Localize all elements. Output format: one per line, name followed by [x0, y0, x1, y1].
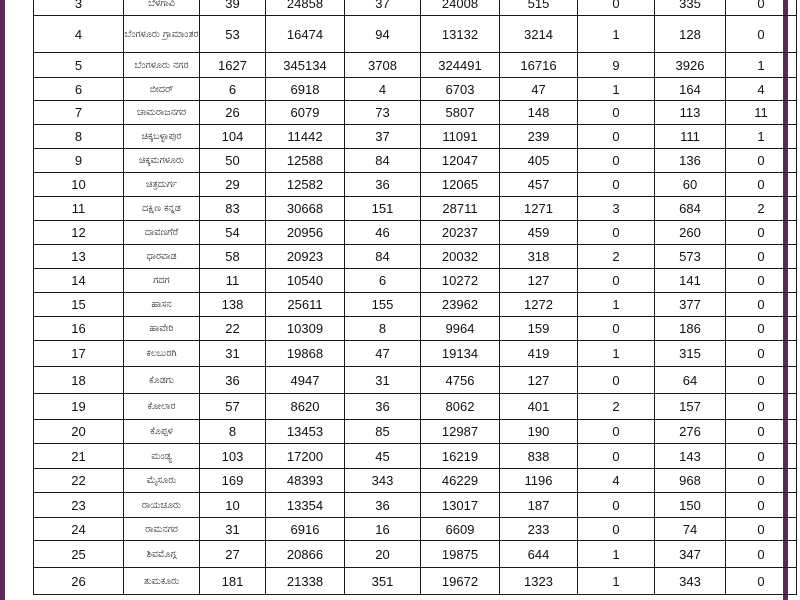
- table-row: [34, 173, 797, 197]
- value-8-cell: 0: [726, 16, 797, 53]
- value-3-cell: 36: [345, 493, 421, 518]
- table-row: [34, 493, 797, 518]
- value-5-cell: 1272: [500, 293, 578, 317]
- value-6-cell: 0: [578, 420, 655, 444]
- value-3-cell: 85: [345, 420, 421, 444]
- value-2-cell: 13453: [266, 420, 345, 444]
- value-5-cell: 47: [500, 78, 578, 101]
- value-8-cell: 0: [726, 293, 797, 317]
- table-row: [34, 269, 797, 293]
- value-4-cell: 324491: [421, 53, 500, 78]
- value-8-cell: 1: [726, 125, 797, 149]
- value-5-cell: 127: [500, 367, 578, 394]
- district-name-cell: ಕೋಲಾರ: [124, 394, 200, 420]
- value-5-cell: 16716: [500, 53, 578, 78]
- value-6-cell: 0: [578, 518, 655, 541]
- table-row: [34, 420, 797, 444]
- district-name-cell: ಬೆಳಗಾವಿ: [124, 0, 200, 16]
- table-row: [34, 245, 797, 269]
- value-3-cell: 46: [345, 221, 421, 245]
- value-5-cell: 401: [500, 394, 578, 420]
- district-name-cell: ಹಾಸನ: [124, 293, 200, 317]
- table-body: [34, 0, 797, 595]
- value-2-cell: 10309: [266, 317, 345, 341]
- value-6-cell: 1: [578, 341, 655, 367]
- value-4-cell: 28711: [421, 197, 500, 221]
- value-5-cell: 127: [500, 269, 578, 293]
- value-1-cell: 22: [200, 317, 266, 341]
- value-3-cell: 8: [345, 317, 421, 341]
- row-number-cell: 26: [34, 568, 124, 595]
- row-number-cell: 18: [34, 367, 124, 394]
- value-5-cell: 1271: [500, 197, 578, 221]
- value-6-cell: 9: [578, 53, 655, 78]
- value-4-cell: 5807: [421, 101, 500, 125]
- row-number-cell: 20: [34, 420, 124, 444]
- value-2-cell: 19868: [266, 341, 345, 367]
- value-4-cell: 12065: [421, 173, 500, 197]
- row-number-cell: 8: [34, 125, 124, 149]
- value-6-cell: 0: [578, 125, 655, 149]
- district-name-cell: ಗದಗ: [124, 269, 200, 293]
- value-8-cell: 0: [726, 173, 797, 197]
- value-6-cell: 1: [578, 293, 655, 317]
- value-1-cell: 58: [200, 245, 266, 269]
- value-1-cell: 8: [200, 420, 266, 444]
- district-name-cell: ದಾವಣಗೆರೆ: [124, 221, 200, 245]
- table-row: [34, 568, 797, 595]
- value-4-cell: 19134: [421, 341, 500, 367]
- value-1-cell: 26: [200, 101, 266, 125]
- value-4-cell: 12047: [421, 149, 500, 173]
- value-1-cell: 57: [200, 394, 266, 420]
- value-8-cell: 4: [726, 78, 797, 101]
- district-name-cell: ಚಿಕ್ಕಮಗಳೂರು: [124, 149, 200, 173]
- value-7-cell: 347: [655, 541, 726, 568]
- row-number-cell: 5: [34, 53, 124, 78]
- table-row: [34, 541, 797, 568]
- value-2-cell: 4947: [266, 367, 345, 394]
- value-6-cell: 0: [578, 221, 655, 245]
- value-2-cell: 13354: [266, 493, 345, 518]
- value-3-cell: 3708: [345, 53, 421, 78]
- value-2-cell: 12588: [266, 149, 345, 173]
- table-row: [34, 53, 797, 78]
- value-4-cell: 19875: [421, 541, 500, 568]
- value-4-cell: 9964: [421, 317, 500, 341]
- value-4-cell: 20237: [421, 221, 500, 245]
- value-5-cell: 1196: [500, 469, 578, 493]
- value-2-cell: 20866: [266, 541, 345, 568]
- district-name-cell: ಚಾಮರಾಜನಗರ: [124, 101, 200, 125]
- value-7-cell: 3926: [655, 53, 726, 78]
- value-5-cell: 239: [500, 125, 578, 149]
- value-3-cell: 36: [345, 173, 421, 197]
- value-1-cell: 50: [200, 149, 266, 173]
- value-8-cell: 0: [726, 341, 797, 367]
- value-3-cell: 20: [345, 541, 421, 568]
- value-7-cell: 64: [655, 367, 726, 394]
- value-8-cell: 0: [726, 420, 797, 444]
- value-1-cell: 104: [200, 125, 266, 149]
- value-1-cell: 181: [200, 568, 266, 595]
- value-2-cell: 17200: [266, 444, 345, 469]
- value-3-cell: 84: [345, 245, 421, 269]
- row-number-cell: 22: [34, 469, 124, 493]
- value-2-cell: 6079: [266, 101, 345, 125]
- value-2-cell: 6916: [266, 518, 345, 541]
- value-7-cell: 136: [655, 149, 726, 173]
- table-row: [34, 317, 797, 341]
- value-1-cell: 138: [200, 293, 266, 317]
- value-5-cell: 457: [500, 173, 578, 197]
- district-data-table: [33, 0, 797, 595]
- value-2-cell: 21338: [266, 568, 345, 595]
- value-3-cell: 37: [345, 0, 421, 16]
- district-name-cell: ಬೀದರ್: [124, 78, 200, 101]
- value-6-cell: 0: [578, 101, 655, 125]
- district-name-cell: ದಕ್ಷಿಣ ಕನ್ನಡ: [124, 197, 200, 221]
- value-6-cell: 2: [578, 245, 655, 269]
- value-5-cell: 838: [500, 444, 578, 469]
- value-7-cell: 111: [655, 125, 726, 149]
- value-4-cell: 4756: [421, 367, 500, 394]
- value-4-cell: 6703: [421, 78, 500, 101]
- value-2-cell: 6918: [266, 78, 345, 101]
- value-5-cell: 159: [500, 317, 578, 341]
- value-7-cell: 276: [655, 420, 726, 444]
- value-5-cell: 318: [500, 245, 578, 269]
- value-3-cell: 343: [345, 469, 421, 493]
- row-number-cell: 19: [34, 394, 124, 420]
- value-7-cell: 377: [655, 293, 726, 317]
- value-2-cell: 24858: [266, 0, 345, 16]
- district-name-cell: ಮಂಡ್ಯ: [124, 444, 200, 469]
- value-4-cell: 13017: [421, 493, 500, 518]
- value-8-cell: 0: [726, 367, 797, 394]
- value-8-cell: 2: [726, 197, 797, 221]
- row-number-cell: 10: [34, 173, 124, 197]
- value-5-cell: 405: [500, 149, 578, 173]
- value-8-cell: 0: [726, 444, 797, 469]
- value-6-cell: 0: [578, 149, 655, 173]
- district-name-cell: ತುಮಕೂರು: [124, 568, 200, 595]
- value-1-cell: 53: [200, 16, 266, 53]
- value-5-cell: 515: [500, 0, 578, 16]
- value-2-cell: 11442: [266, 125, 345, 149]
- value-5-cell: 459: [500, 221, 578, 245]
- row-number-cell: 9: [34, 149, 124, 173]
- value-2-cell: 20923: [266, 245, 345, 269]
- value-1-cell: 54: [200, 221, 266, 245]
- value-5-cell: 187: [500, 493, 578, 518]
- table-row: [34, 394, 797, 420]
- value-3-cell: 351: [345, 568, 421, 595]
- table-row: [34, 125, 797, 149]
- value-6-cell: 1: [578, 16, 655, 53]
- district-name-cell: ಮೈಸೂರು: [124, 469, 200, 493]
- row-number-cell: 24: [34, 518, 124, 541]
- value-1-cell: 39: [200, 0, 266, 16]
- value-7-cell: 113: [655, 101, 726, 125]
- row-number-cell: 7: [34, 101, 124, 125]
- value-8-cell: 0: [726, 394, 797, 420]
- row-number-cell: 12: [34, 221, 124, 245]
- value-7-cell: 157: [655, 394, 726, 420]
- value-4-cell: 8062: [421, 394, 500, 420]
- table-row: [34, 78, 797, 101]
- value-8-cell: 0: [726, 518, 797, 541]
- table-row: [34, 469, 797, 493]
- table-row: [34, 367, 797, 394]
- table-row: [34, 197, 797, 221]
- value-7-cell: 343: [655, 568, 726, 595]
- district-name-cell: ಚಿತ್ರದುರ್ಗ: [124, 173, 200, 197]
- district-name-cell: ಶಿವಮೊಗ್ಗ: [124, 541, 200, 568]
- value-4-cell: 10272: [421, 269, 500, 293]
- value-2-cell: 16474: [266, 16, 345, 53]
- row-number-cell: 3: [34, 0, 124, 16]
- value-4-cell: 12987: [421, 420, 500, 444]
- value-8-cell: 0: [726, 221, 797, 245]
- table-row: [34, 101, 797, 125]
- value-4-cell: 6609: [421, 518, 500, 541]
- value-1-cell: 36: [200, 367, 266, 394]
- value-8-cell: 0: [726, 541, 797, 568]
- value-1-cell: 83: [200, 197, 266, 221]
- value-3-cell: 37: [345, 125, 421, 149]
- value-3-cell: 155: [345, 293, 421, 317]
- value-8-cell: 0: [726, 493, 797, 518]
- value-5-cell: 3214: [500, 16, 578, 53]
- row-number-cell: 11: [34, 197, 124, 221]
- district-name-cell: ಬೆಂಗಳೂರು ಗ್ರಾಮಾಂತರ: [124, 16, 200, 53]
- value-3-cell: 47: [345, 341, 421, 367]
- district-name-cell: ಹಾವೇರಿ: [124, 317, 200, 341]
- row-number-cell: 21: [34, 444, 124, 469]
- row-number-cell: 15: [34, 293, 124, 317]
- table-row: [34, 341, 797, 367]
- district-name-cell: ಧಾರವಾಡ: [124, 245, 200, 269]
- value-4-cell: 11091: [421, 125, 500, 149]
- value-7-cell: 164: [655, 78, 726, 101]
- value-4-cell: 24008: [421, 0, 500, 16]
- value-6-cell: 0: [578, 493, 655, 518]
- value-3-cell: 94: [345, 16, 421, 53]
- value-6-cell: 0: [578, 0, 655, 16]
- value-6-cell: 1: [578, 541, 655, 568]
- value-1-cell: 1627: [200, 53, 266, 78]
- district-name-cell: ಚಿಕ್ಕಬಳ್ಳಾಪುರ: [124, 125, 200, 149]
- value-1-cell: 29: [200, 173, 266, 197]
- value-2-cell: 30668: [266, 197, 345, 221]
- value-3-cell: 73: [345, 101, 421, 125]
- value-5-cell: 190: [500, 420, 578, 444]
- value-7-cell: 143: [655, 444, 726, 469]
- row-number-cell: 23: [34, 493, 124, 518]
- value-7-cell: 335: [655, 0, 726, 16]
- value-6-cell: 0: [578, 367, 655, 394]
- value-4-cell: 16219: [421, 444, 500, 469]
- value-2-cell: 25611: [266, 293, 345, 317]
- value-1-cell: 6: [200, 78, 266, 101]
- district-name-cell: ರಾಯಚೂರು: [124, 493, 200, 518]
- value-8-cell: 0: [726, 0, 797, 16]
- value-1-cell: 10: [200, 493, 266, 518]
- table-row: [34, 518, 797, 541]
- value-8-cell: 11: [726, 101, 797, 125]
- value-2-cell: 20956: [266, 221, 345, 245]
- value-2-cell: 345134: [266, 53, 345, 78]
- value-8-cell: 0: [726, 245, 797, 269]
- value-8-cell: 0: [726, 469, 797, 493]
- value-3-cell: 31: [345, 367, 421, 394]
- value-7-cell: 74: [655, 518, 726, 541]
- value-2-cell: 8620: [266, 394, 345, 420]
- value-4-cell: 19672: [421, 568, 500, 595]
- row-number-cell: 13: [34, 245, 124, 269]
- district-name-cell: ಕೊಪ್ಪಳ: [124, 420, 200, 444]
- value-3-cell: 151: [345, 197, 421, 221]
- value-5-cell: 644: [500, 541, 578, 568]
- value-6-cell: 2: [578, 394, 655, 420]
- value-5-cell: 148: [500, 101, 578, 125]
- value-5-cell: 233: [500, 518, 578, 541]
- value-3-cell: 16: [345, 518, 421, 541]
- value-7-cell: 186: [655, 317, 726, 341]
- value-7-cell: 573: [655, 245, 726, 269]
- value-1-cell: 11: [200, 269, 266, 293]
- value-4-cell: 20032: [421, 245, 500, 269]
- value-6-cell: 1: [578, 78, 655, 101]
- row-number-cell: 25: [34, 541, 124, 568]
- table-row: [34, 293, 797, 317]
- row-number-cell: 16: [34, 317, 124, 341]
- value-5-cell: 1323: [500, 568, 578, 595]
- value-1-cell: 27: [200, 541, 266, 568]
- value-7-cell: 260: [655, 221, 726, 245]
- row-number-cell: 14: [34, 269, 124, 293]
- district-name-cell: ಬೆಂಗಳೂರು ನಗರ: [124, 53, 200, 78]
- value-2-cell: 12582: [266, 173, 345, 197]
- value-4-cell: 23962: [421, 293, 500, 317]
- value-3-cell: 6: [345, 269, 421, 293]
- table-row: [34, 444, 797, 469]
- value-8-cell: 0: [726, 149, 797, 173]
- value-7-cell: 128: [655, 16, 726, 53]
- value-1-cell: 31: [200, 341, 266, 367]
- value-6-cell: 0: [578, 317, 655, 341]
- value-7-cell: 60: [655, 173, 726, 197]
- value-2-cell: 10540: [266, 269, 345, 293]
- value-6-cell: 0: [578, 173, 655, 197]
- row-number-cell: 4: [34, 16, 124, 53]
- district-name-cell: ರಾಮನಗರ: [124, 518, 200, 541]
- value-6-cell: 0: [578, 444, 655, 469]
- row-number-cell: 6: [34, 78, 124, 101]
- value-5-cell: 419: [500, 341, 578, 367]
- value-3-cell: 84: [345, 149, 421, 173]
- value-7-cell: 315: [655, 341, 726, 367]
- value-3-cell: 36: [345, 394, 421, 420]
- value-6-cell: 4: [578, 469, 655, 493]
- value-3-cell: 45: [345, 444, 421, 469]
- table-row: [34, 16, 797, 53]
- value-3-cell: 4: [345, 78, 421, 101]
- value-8-cell: 0: [726, 317, 797, 341]
- value-7-cell: 141: [655, 269, 726, 293]
- value-8-cell: 1: [726, 53, 797, 78]
- value-2-cell: 48393: [266, 469, 345, 493]
- value-7-cell: 968: [655, 469, 726, 493]
- table-row: [34, 149, 797, 173]
- value-6-cell: 1: [578, 568, 655, 595]
- table-row: [34, 0, 797, 16]
- value-6-cell: 3: [578, 197, 655, 221]
- value-4-cell: 13132: [421, 16, 500, 53]
- value-6-cell: 0: [578, 269, 655, 293]
- district-name-cell: ಕೊಡಗು: [124, 367, 200, 394]
- value-1-cell: 31: [200, 518, 266, 541]
- value-4-cell: 46229: [421, 469, 500, 493]
- value-8-cell: 0: [726, 568, 797, 595]
- row-number-cell: 17: [34, 341, 124, 367]
- value-8-cell: 0: [726, 269, 797, 293]
- value-7-cell: 684: [655, 197, 726, 221]
- value-7-cell: 150: [655, 493, 726, 518]
- table-row: [34, 221, 797, 245]
- value-1-cell: 169: [200, 469, 266, 493]
- district-name-cell: ಕಲಬುರಗಿ: [124, 341, 200, 367]
- value-1-cell: 103: [200, 444, 266, 469]
